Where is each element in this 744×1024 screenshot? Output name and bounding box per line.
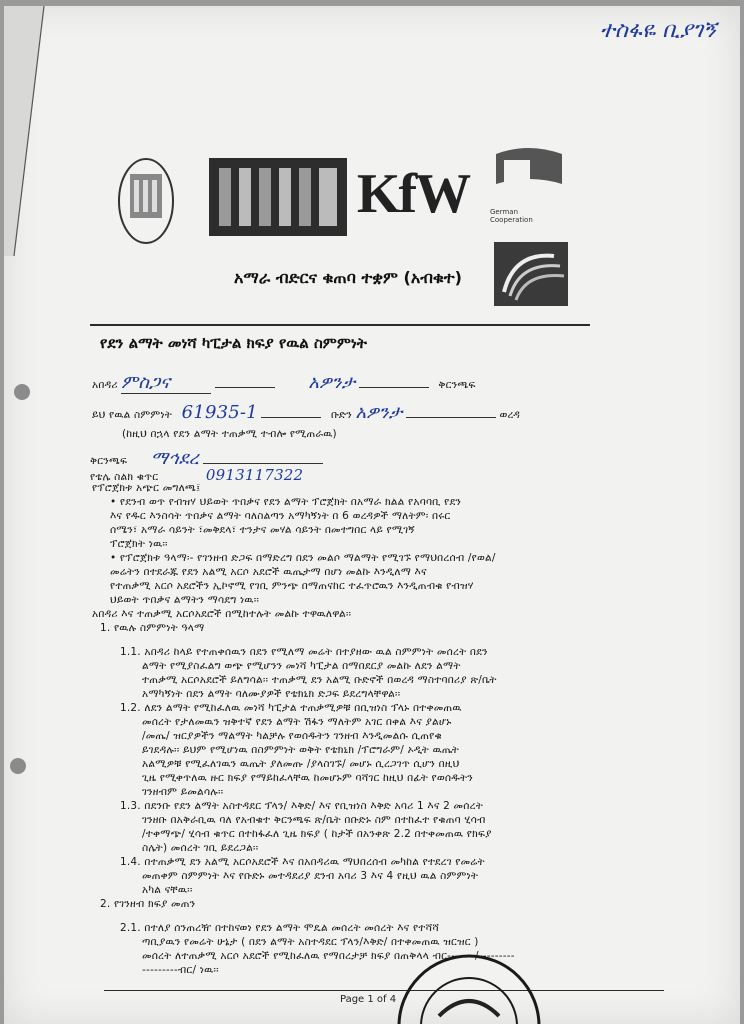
agreement-number: 61935-1 (181, 402, 258, 423)
body-line-33: መሰረት ለተጠቃሚ አርሶ አደሮች የሚከፈለዉ የማበረታቻ ክፍያ በጠቅላላ ብር-------/--------- (142, 950, 515, 962)
body-line-9: ህይወት ጥበቃና ልማትን ማሳደግ ነዉ፡፡ (110, 594, 260, 606)
body-line-8: የተጠቃሚ አርሶ አደሮችን ኢኮኖሚ የገቢ ምንጭ በማጠናከር ተፈጥሮዉን እንዲጠብቁ የብዝሃ (110, 580, 474, 592)
body-line-30: 2. የገንዘብ ክፍያ መጠን (100, 898, 196, 910)
agreement-blank (261, 417, 321, 418)
document-title: የደን ልማት መነሻ ካፒታል ክፍያ የዉል ስምምነት (100, 334, 367, 352)
branch-value: ማኅደረ (150, 448, 200, 469)
kfw-logo-text: KfW (356, 163, 470, 225)
german-cooperation-logo (490, 144, 568, 224)
name-label: አበዳሪ (92, 379, 118, 391)
body-line-34: ---------ብር/ ነዉ፡፡ (142, 964, 219, 976)
woreda-label: ወረዳ (499, 409, 521, 421)
branch-blank (203, 463, 323, 464)
kebele-value: አዎንታ (308, 372, 356, 393)
acsi-swirl-logo (494, 242, 568, 306)
group-label: ቡድን (330, 409, 352, 421)
body-line-15: አማካኝነት በደን ልማት ባለሙያዎች የቴክኒክ ድጋፍ ይደረግላቸዋል፡፡ (142, 688, 401, 700)
body-line-11: 1. የዉሉ ስምምነት ዓላማ (100, 622, 205, 634)
body-line-10: አበዳሪ እና ተጠቃሚ አርሶአደሮች በሚከተሉት መልኩ ተዋዉለዋል፡፡ (92, 608, 352, 620)
folded-corner-shadow (4, 6, 124, 266)
body-line-20: አልሚዎቹ የሚፈለገዉን ዉጤት ያለመጡ /ያላስገኙ/ መሆኑ ሲረጋገጥ ሲሆን በዚህ (142, 758, 460, 770)
body-line-19: ይገደዳሉ፡፡ ይህም የሚሆነዉ በስምምነት ወቅት የቴክኒክ /ፕሮግራም/ ኦዲት ዉጤት (142, 744, 460, 756)
footer-divider (104, 990, 664, 991)
official-stamp (394, 946, 544, 1024)
body-line-18: /መጤ/ ዝርያዎችን ማልማት ካልቻሉ የወሰዱትን ገንዘብ እንዲመልሱ ሲጠየቁ (142, 730, 442, 742)
body-line-4: ሰሜን፣ አማራ ሳይንት ፣መቅደላ፣ ተንታና መሃል ሳይንት በመተግበር ላይ የሚገኝ (110, 524, 415, 536)
form-row-id (92, 402, 520, 423)
header-divider (90, 324, 590, 326)
phone-value: 0913117322 (205, 466, 304, 484)
group-value: አዎንታ (355, 402, 403, 423)
acsi-building-logo (209, 158, 347, 236)
german-cooperation-label: German Cooperation (490, 208, 533, 224)
body-line-31: 2.1. በተለያ ሰንጠረዥ በተከናወነ የደን ልማት ሞዴል መሰረት መሰረት እና የተሻሻ (120, 922, 440, 934)
body-line-3: እና የዱር እንስሳት ጥበቃና ልማት ባለስልጣን አማካኝነት በ 6 ወረዳዎች ማለትም፡ በሩር (110, 510, 451, 522)
body-line-23: 1.3. በደንቡ የደን ልማት አስተዳደር ፕላን/ እቅድ/ እና የቢዝነስ እቅድ አባሪ 1 እና 2 መሰረት (120, 800, 483, 812)
body-line-6: • የፕሮጀክቱ ዓላማ፡- የገንዘብ ድጋፍ በማድረግ በደን መልሶ ማልማት የሚገኙ የማህበረሰብ /የወል/ (110, 552, 496, 564)
branch-prefix-label: ቅርንጫፍ (90, 455, 128, 467)
group-blank (406, 417, 496, 418)
agreement-label: ይህ የዉል ስምምነት (92, 409, 173, 421)
body-line-12: 1.1. አበዳሪ ከላይ የተጠቀሰዉን በደን የሚለማ መሬት በተያዘው ዉል ስምምነት መሰረት በደን (120, 646, 488, 658)
name-value: ምስጋና (121, 372, 211, 394)
document-page (4, 6, 740, 1024)
punch-hole-top (14, 384, 30, 400)
body-line-22: ገንዘብም ይመልሳሉ፡፡ (142, 786, 224, 798)
body-line-32: ጣቢያዉን የመሬት ሁኔታ ( በደን ልማት አስተዳደር ፕላን/እቅድ/ በተቀመጠዉ ዝርዝር ) (142, 936, 479, 948)
body-line-25: /ተቀማጭ/ ሂሳብ ቁጥር በተከፋፈለ ጊዜ ክፍያ ( ከታች በአንቀጽ 2.2 በተቀመጠዉ የክፍያ (142, 828, 492, 840)
organization-name: አማራ ብድርና ቁጠባ ተቋም (አብቁተ) (234, 268, 462, 287)
body-line-13: ልማት የሚያስፈልግ ወጭ የሚሆንን መነሻ ካፒታል በማበደርያ መልኩ ለደን ልማት (142, 660, 461, 672)
body-line-28: መጠቀም ስምምነት እና የቡድኑ መተዳደሪያ ደንብ አባሪ 3 እና 4 የዚህ ዉል ስምምነት (142, 870, 479, 882)
body-line-1: የፕሮጀክቱ አጭር መግለጫ፤ (92, 482, 201, 494)
body-line-24: ገንዘቡ በአቅራቢዉ ባለ የአብቁተ ቅርንጫፍ ጽ/ቤት በቡድኑ ስም በተከፈተ የቁጠባ ሂሳብ (142, 814, 486, 826)
phone-label: የቴሌ ስልክ ቁጥር (90, 471, 159, 483)
page-number: Page 1 of 4 (340, 994, 397, 1005)
body-line-27: 1.4. በተጠቃሚ ደን አልሚ አርሶአደሮች እና በአበዳሪዉ ማህበረሰብ መካከል የተደረገ የመሬት (120, 856, 485, 868)
regional-seal-logo (116, 156, 176, 246)
body-line-16: 1.2. ለደን ልማት የሚከፈለዉ መነሻ ካፒታል ተጠቃሚዎቹ በቢዝነስ ፕላኑ በተቀመጠዉ (120, 702, 462, 714)
german-flag-mark (490, 144, 568, 204)
punch-hole-bottom (10, 758, 26, 774)
body-line-29: አካል ናቸዉ፡፡ (142, 884, 193, 896)
body-line-26: ስሌት) መሰረት ገቢ ይደረጋል፡፡ (142, 842, 259, 854)
form-row-name (92, 372, 476, 394)
kfw-logo (356, 154, 470, 234)
branch-label: ቅርንጫፍ (438, 379, 476, 391)
name-blank (215, 387, 275, 388)
body-line-21: ጊዜ የሚቀጥለዉ ዙር ክፍያ የማይከፈላቸዉ ከመሆኑም ባሻገር ከዚህ በፊት የወሰዱትን (142, 772, 473, 784)
body-line-5: ፕሮጀክት ነዉ፡፡ (110, 538, 168, 550)
body-line-14: ተጠቃሚ አርሶአደሮች ይለግሳል፡፡ ተጠቃሚ ደን አልሚ ቡድኖች በወረዳ ማስተባበሪያ ጽ/ቤት (142, 674, 497, 686)
body-line-17: መሰረት የታለመዉን ዝቅተኛ የደን ልማት ሽፋን ማለትም አገር በቀል እና ያልሆኑ (142, 716, 452, 728)
handwritten-header-note: ተስፋዬ ቢያገኝ (600, 18, 716, 43)
body-line-0: (ከዚህ በኋላ የደን ልማት ተጠቃሚ ተብሎ የሚጠራዉ) (122, 428, 337, 440)
body-line-2: • የደንብ ወጥ የብዝሃ ህይወት ጥበቃና የደን ልማት ፕሮጀክት በአማራ ክልል የአባባቢ የደን (110, 496, 462, 508)
kebele-blank (359, 387, 429, 388)
body-line-7: መሬትን በተደራጁ የደን አልሚ አርሶ አደሮች ዉጤታማ በሆነ መልኩ እንዲለማ እና (110, 566, 427, 578)
